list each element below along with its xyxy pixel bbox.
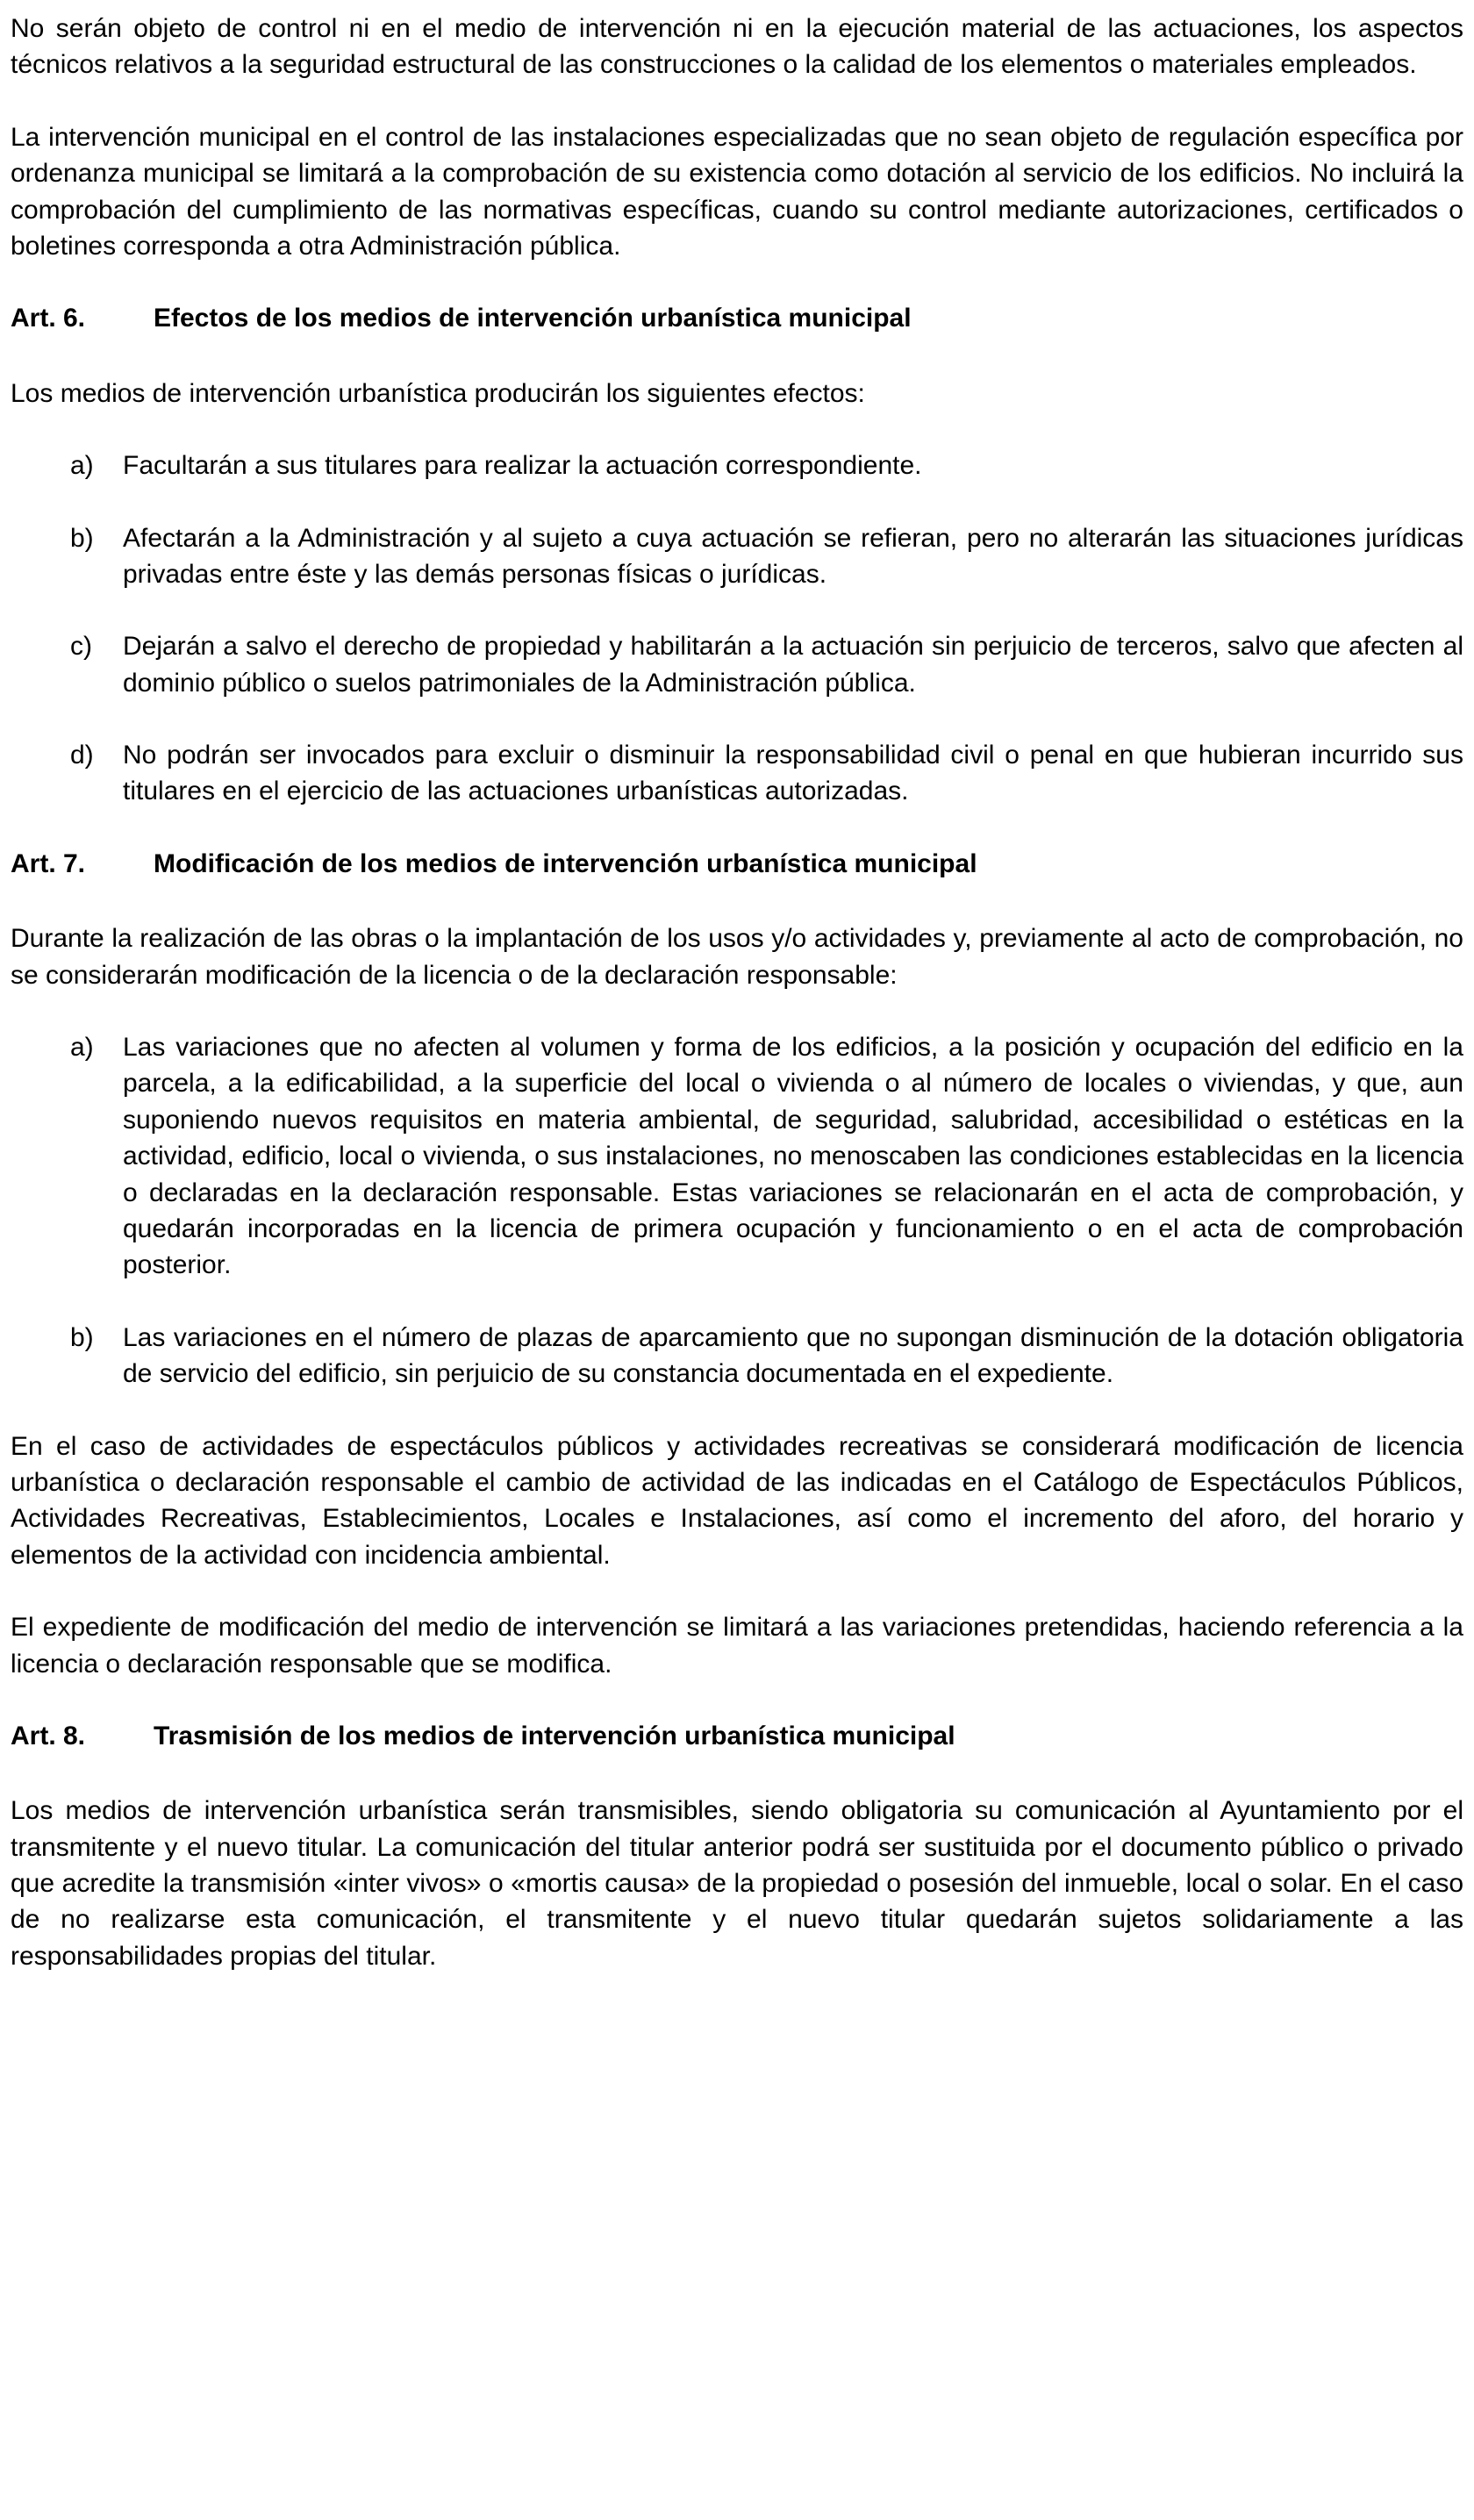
list-item: [70, 737, 1463, 810]
list-item: [70, 628, 1463, 701]
paragraph-modification-file: El expediente de modificación del medio de intervención se limitará a las variaciones pretendidas, haciendo referencia a la licencia o declaración responsable que se modifica.: [11, 1613, 1463, 1679]
article-8-heading: [11, 1718, 1463, 1754]
list-item: [70, 1320, 1463, 1392]
article-7-heading: [11, 846, 1463, 882]
list-item-text: Las variaciones en el número de plazas de aparcamiento que no supongan disminución de la dotación obligatoria de servicio del edificio, sin perjuicio de su constancia documentada en el expediente.: [123, 1322, 1463, 1389]
paragraph-control-exclusions: No serán objeto de control ni en el medio de intervención ni en la ejecución material de las actuaciones, los aspectos técnicos relativos a la seguridad estructural de las construcciones o la calidad de los elementos o materiales empleados.: [11, 14, 1463, 80]
list-item-text: Facultarán a sus titulares para realizar la actuación correspondiente.: [123, 451, 922, 481]
article-6-list: [70, 447, 1463, 810]
paragraph-effects-intro: Los medios de intervención urbanística producirán los siguientes efectos:: [11, 378, 865, 408]
list-item-text: No podrán ser invocados para excluir o disminuir la responsabilidad civil o penal en que hubieran incurrido sus titulares en el ejercicio de las actuaciones urbanísticas autorizadas.: [123, 741, 1463, 806]
article-7-title: Modificación de los medios de intervención urbanística municipal: [154, 848, 977, 878]
list-item-marker: a): [70, 451, 94, 481]
article-7-number: Art. 7.: [11, 848, 86, 878]
article-6-title: Efectos de los medios de intervención urbanística municipal: [154, 304, 912, 333]
article-7-list: [70, 1029, 1463, 1392]
article-6-heading: [11, 300, 1463, 336]
list-item-marker: b): [70, 523, 94, 553]
list-item-text: Las variaciones que no afecten al volumen y forma de los edificios, a la posición y ocupación del edificio en la parcela, a la edificabilidad, a la superficie del local o vivienda o al número de locales o viviendas, y que, aun suponiendo nuevos requisitos en materia ambiental, de seguridad, salubridad, accesibilidad o estéticas en la actividad, edificio, local o vivienda, o sus instalaciones, no menoscaben las condiciones establecidas en la licencia o declaradas en la declaración responsable. Estas variaciones se relacionarán en el acta de comprobación, y quedarán incorporadas en la licencia de primera ocupación y funcionamiento o en el acta de comprobación posterior.: [123, 1033, 1463, 1280]
list-item: [70, 520, 1463, 593]
article-6-number: Art. 6.: [11, 304, 86, 333]
article-8-number: Art. 8.: [11, 1721, 86, 1750]
list-item: [70, 447, 1463, 483]
paragraph-specialized-installations: La intervención municipal en el control de las instalaciones especializadas que no sean objeto de regulación específica por ordenanza municipal se limitará a la comprobación de su existencia como dotación al servicio de los edificios. No incluirá la comprobación del cumplimiento de las normativas específicas, cuando su control mediante autorizaciones, certificados o boletines corresponda a otra Administración pública.: [11, 122, 1463, 261]
list-item-marker: d): [70, 741, 94, 770]
list-item-text: Afectarán a la Administración y al sujeto a cuya actuación se refieran, pero no alterarán las situaciones jurídicas privadas entre éste y las demás personas físicas o jurídicas.: [123, 523, 1463, 589]
list-item-marker: b): [70, 1322, 94, 1352]
paragraph-transmission: Los medios de intervención urbanística serán transmisibles, siendo obligatoria su comunicación al Ayuntamiento por el transmitente y el nuevo titular. La comunicación del titular anterior podrá ser sustituida por el documento público o privado que acredite la transmisión «inter vivos» o «mortis causa» de la propiedad o posesión del inmueble, local o solar. En el caso de no realizarse esta comunicación, el transmitente y el nuevo titular quedarán sujetos solidariamente a las responsabilidades propias del titular.: [11, 1796, 1463, 1971]
paragraph-public-spectacles: En el caso de actividades de espectáculos públicos y actividades recreativas se considerará modificación de licencia urbanística o declaración responsable el cambio de actividad de las indicadas en el Catálogo de Espectáculos Públicos, Actividades Recreativas, Establecimientos, Locales e Instalaciones, así como el incremento del aforo, del horario y elementos de la actividad con incidencia ambiental.: [11, 1431, 1463, 1570]
list-item-text: Dejarán a salvo el derecho de propiedad y habilitarán a la actuación sin perjuicio de terceros, salvo que afecten al dominio público o suelos patrimoniales de la Administración pública.: [123, 632, 1463, 698]
paragraph-modification-intro: Durante la realización de las obras o la implantación de los usos y/o actividades y, previamente al acto de comprobación, no se considerarán modificación de la licencia o de la declaración responsable:: [11, 924, 1463, 990]
list-item: [70, 1029, 1463, 1284]
list-item-marker: c): [70, 632, 92, 662]
list-item-marker: a): [70, 1033, 94, 1063]
article-8-title: Trasmisión de los medios de intervención urbanística municipal: [154, 1721, 955, 1750]
